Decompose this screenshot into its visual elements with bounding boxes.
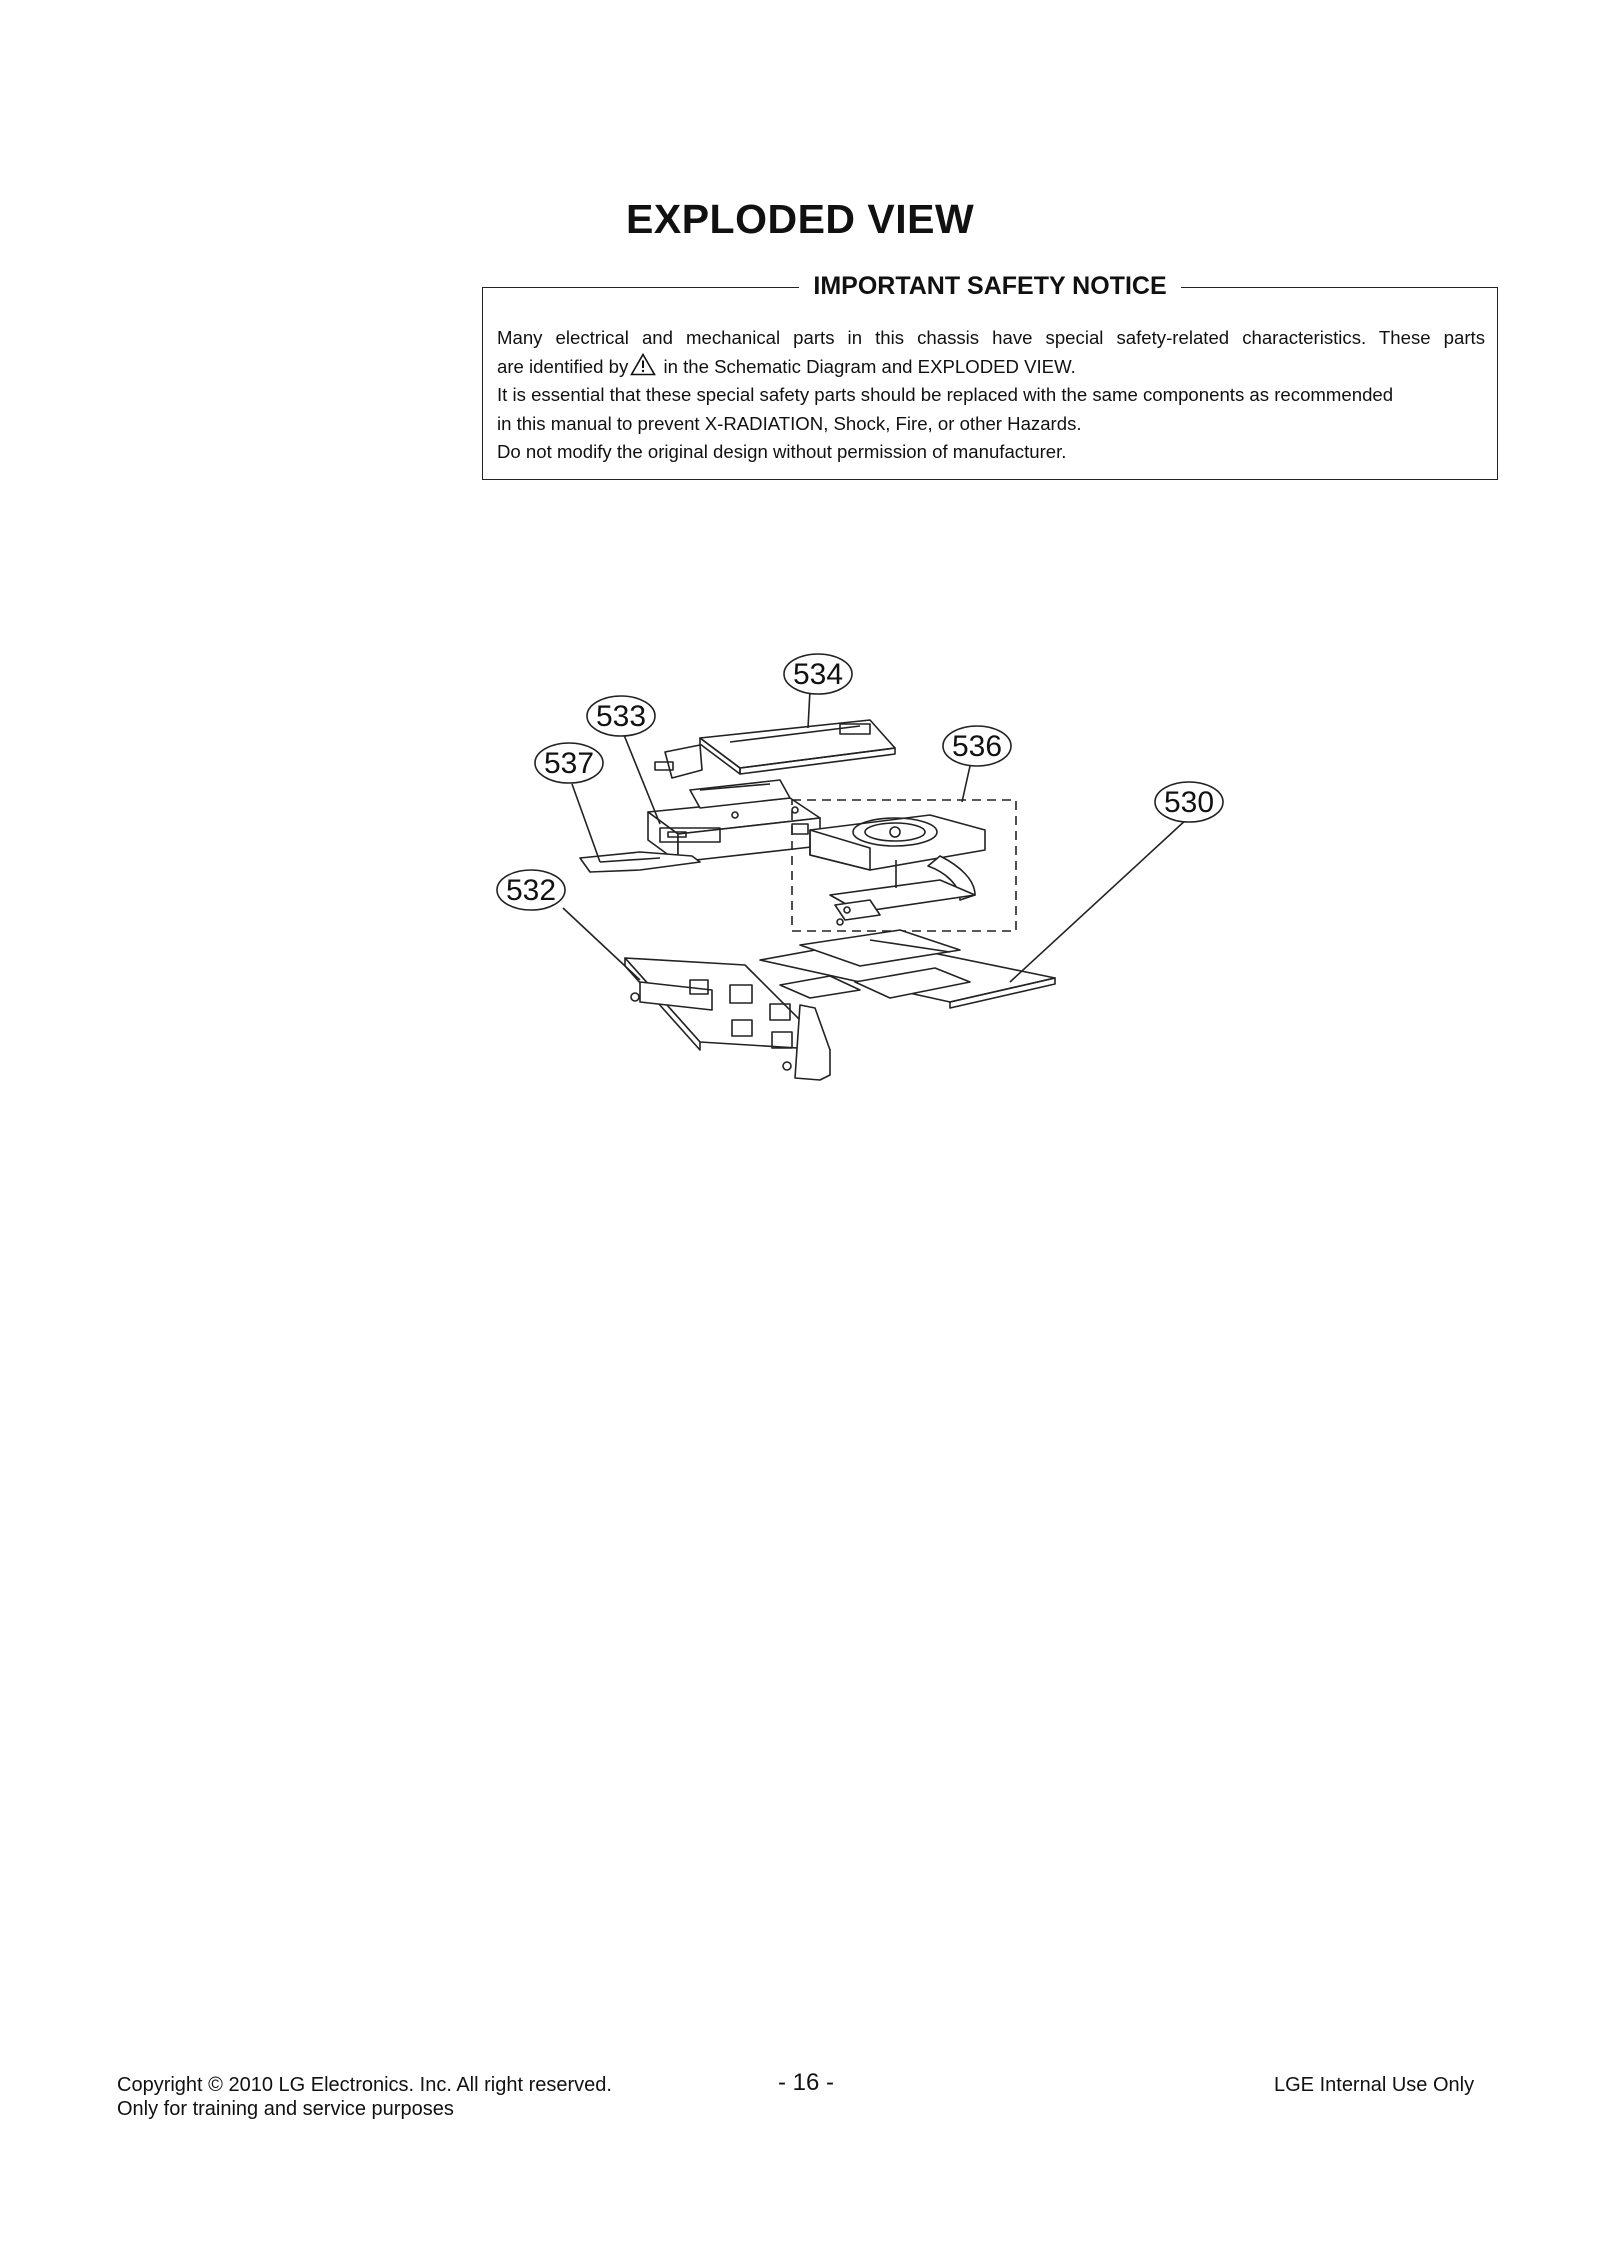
page-title: EXPLODED VIEW [626,196,975,242]
callout-537-label: 537 [543,747,595,780]
callout-537 [535,743,603,783]
part-534-shield [655,720,895,778]
exploded-view-diagram [460,640,1240,1110]
safety-notice-body [497,324,1485,467]
notice-line-5: Do not modify the original design without permission of manufacturer. [497,441,1067,463]
callout-536 [943,726,1011,766]
footer-page-number: - 16 - [778,2069,835,2096]
notice-line-1: Many electrical and mechanical parts in this chassis have special safety-related characteristics. These parts [497,327,1485,348]
safety-notice-heading-wrap [483,272,1497,301]
callout-534-label: 534 [792,658,844,691]
footer-copyright: Copyright © 2010 LG Electronics. Inc. All right reserved. [117,2074,612,2096]
callout-530-label: 530 [1163,786,1215,819]
part-536-fan [810,815,985,925]
part-530-board [760,930,1055,1008]
safety-notice-box [482,272,1498,480]
notice-line-4: in this manual to prevent X-RADIATION, Shock, Fire, or other Hazards. [497,412,1082,434]
part-532-bracket [625,958,830,1080]
callout-534 [784,654,852,694]
notice-line-3: It is essential that these special safety parts should be replaced with the same components as recommended [497,384,1394,406]
safety-notice-heading: IMPORTANT SAFETY NOTICE [799,272,1180,300]
part-533-drive [648,780,820,862]
notice-line-2-after: in the Schematic Diagram and EXPLODED VIEW. [658,355,1076,377]
notice-line-2-before: are identified by [497,355,629,377]
footer-left [117,2073,612,2121]
callout-536-label: 536 [951,730,1003,763]
notice-line-2 [497,353,1485,382]
callout-532 [497,870,565,910]
callout-533 [587,696,655,736]
callout-532-label: 532 [505,874,557,907]
footer-usage: LGE Internal Use Only [1274,2074,1475,2096]
footer-purpose: Only for training and service purposes [117,2098,454,2120]
callout-533-label: 533 [595,700,647,733]
warning-triangle-icon [630,353,656,376]
callout-530 [1155,782,1223,822]
